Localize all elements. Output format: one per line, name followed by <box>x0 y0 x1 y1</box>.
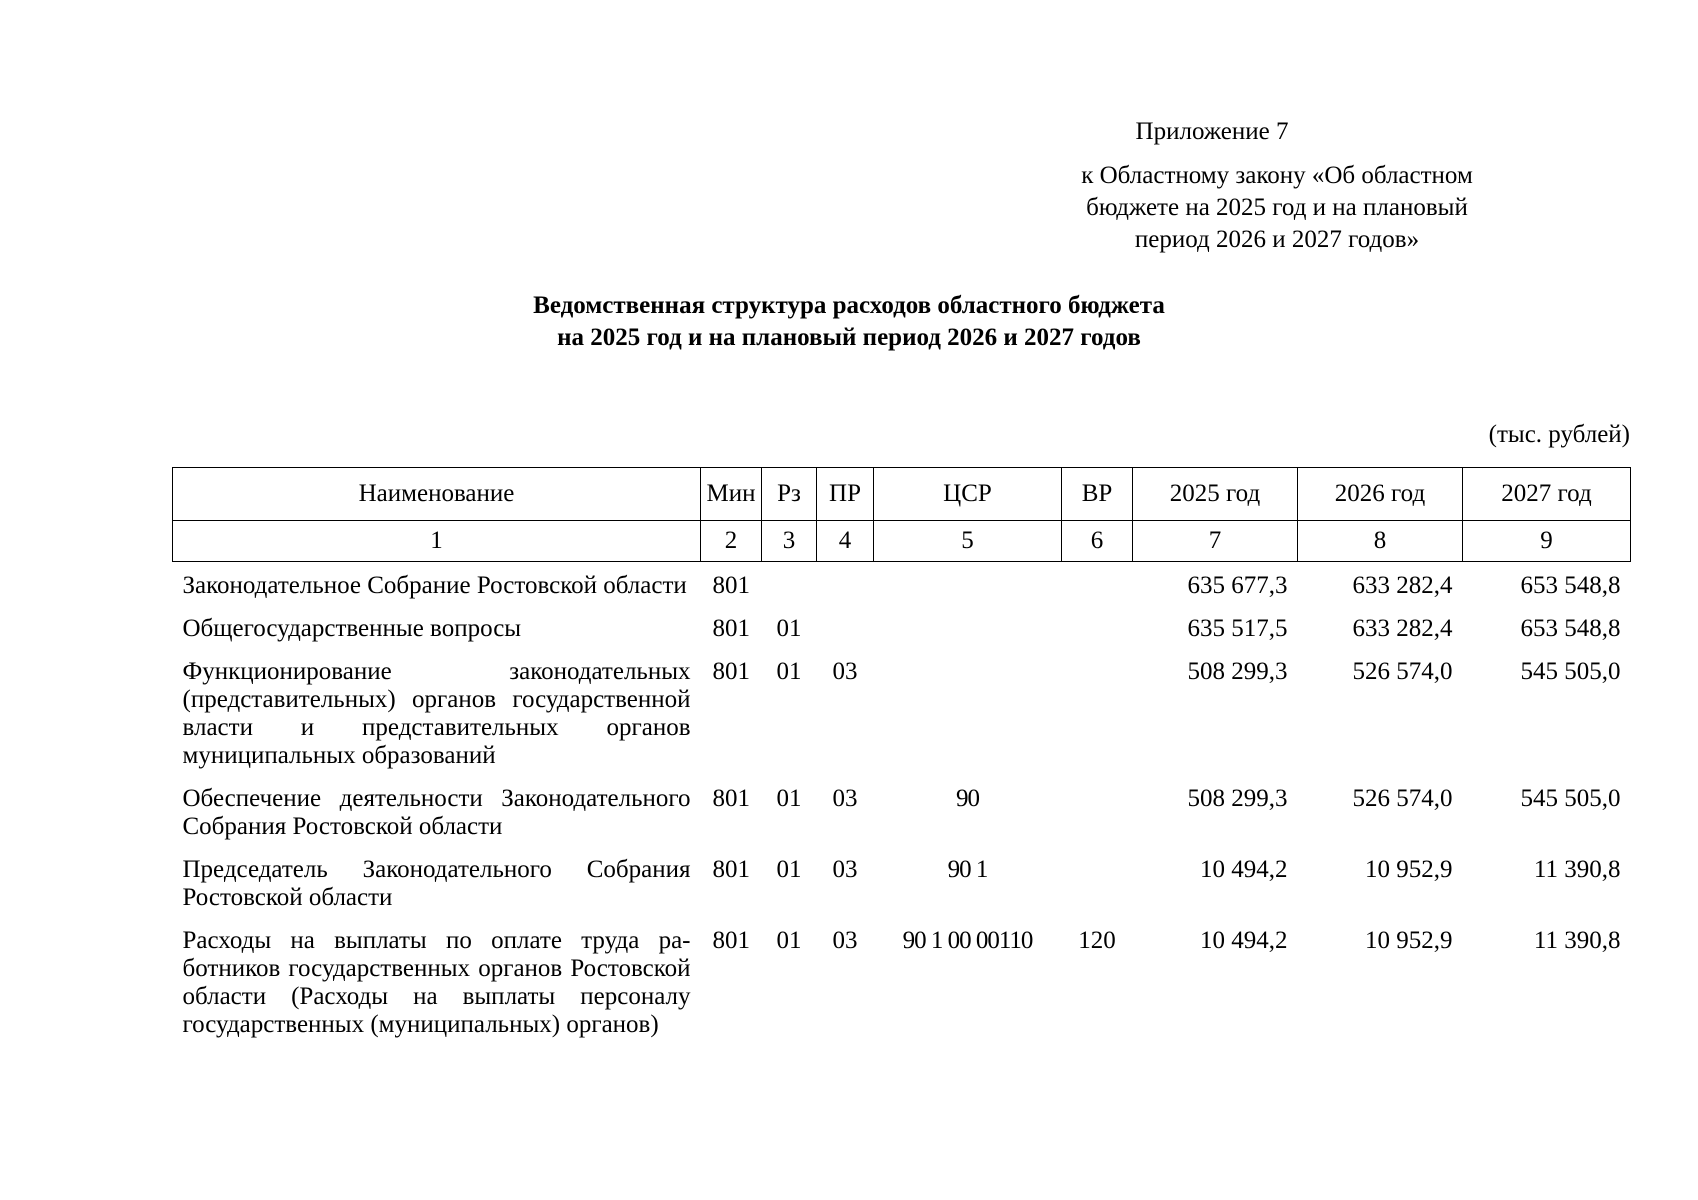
row-min: 801 <box>712 856 750 883</box>
row-csr: 90 <box>956 785 979 812</box>
row-csr <box>874 607 1062 650</box>
row-rz: 01 <box>776 856 802 883</box>
table-row <box>173 562 1631 608</box>
row-min: 801 <box>712 572 750 599</box>
row-vr <box>1062 562 1133 608</box>
row-amount-2025: 508 299,3 <box>1187 658 1288 685</box>
appendix-reference <box>997 160 1557 256</box>
row-name: Общегосударственные вопросы <box>182 615 522 642</box>
row-amount-2025: 635 517,5 <box>1187 615 1288 642</box>
row-pr: 03 <box>832 927 858 954</box>
table-row <box>173 777 1631 848</box>
row-amount-2025: 508 299,3 <box>1187 785 1288 812</box>
column-number: 7 <box>1133 521 1298 562</box>
row-min: 801 <box>712 658 750 685</box>
header-min: Мин <box>701 468 762 521</box>
row-pr: 03 <box>832 658 858 685</box>
row-pr: 03 <box>832 856 858 883</box>
row-amount-2026: 526 574,0 <box>1352 658 1453 685</box>
table-row <box>173 650 1631 777</box>
row-name: Функционирование законодательных (представительных) органов государственной власти и представительных органов муниципальных образований <box>182 658 691 769</box>
row-min: 801 <box>712 927 750 954</box>
row-rz <box>762 562 817 608</box>
row-amount-2026: 10 952,9 <box>1365 856 1453 883</box>
header-2027: 2027 год <box>1463 468 1631 521</box>
column-number: 4 <box>817 521 874 562</box>
column-number: 9 <box>1463 521 1631 562</box>
budget-table <box>172 467 1631 1046</box>
header-name: Наименование <box>173 468 701 521</box>
header-csr: ЦСР <box>874 468 1062 521</box>
table-row <box>173 848 1631 919</box>
row-amount-2027: 653 548,8 <box>1520 615 1621 642</box>
appendix-line-1: к Областному закону «Об областном <box>1081 162 1473 189</box>
row-amount-2027: 11 390,8 <box>1533 927 1621 954</box>
column-number: 5 <box>874 521 1062 562</box>
header-pr: ПР <box>817 468 874 521</box>
row-pr <box>817 607 874 650</box>
row-min: 801 <box>712 615 750 642</box>
document-title <box>0 290 1698 354</box>
row-csr <box>874 562 1062 608</box>
header-2026: 2026 год <box>1298 468 1463 521</box>
document-title-line-1: Ведомственная структура расходов областного бюджета <box>533 292 1165 319</box>
row-vr <box>1062 777 1133 848</box>
row-name: Председатель Законодательного Собрания Ростовской области <box>182 856 691 911</box>
row-name: Обеспечение деятельности Законодательного Собрания Ростовской области <box>182 785 691 840</box>
row-amount-2026: 10 952,9 <box>1365 927 1453 954</box>
table-header-row <box>173 468 1631 521</box>
row-vr: 120 <box>1078 927 1116 954</box>
row-vr <box>1062 650 1133 777</box>
units-label: (тыс. рублей) <box>1488 421 1630 448</box>
row-rz: 01 <box>776 927 802 954</box>
appendix-title: Приложение 7 <box>1135 118 1289 145</box>
row-name: Расходы на выплаты по оплате труда работников государственных органов Ростовской области (Расходы на выплаты персоналу государственных (муниципальных) органов) <box>182 927 691 1038</box>
appendix-line-3: период 2026 и 2027 годов» <box>1134 226 1420 253</box>
row-amount-2027: 11 390,8 <box>1533 856 1621 883</box>
row-amount-2025: 635 677,3 <box>1187 572 1288 599</box>
table-column-numbers-row <box>173 521 1631 562</box>
row-rz: 01 <box>776 658 802 685</box>
document-title-line-2: на 2025 год и на плановый период 2026 и 2027 годов <box>557 324 1141 351</box>
row-amount-2027: 653 548,8 <box>1520 572 1621 599</box>
row-min: 801 <box>712 785 750 812</box>
appendix-line-2: бюджете на 2025 год и на плановый <box>1086 194 1468 221</box>
header-vr: ВР <box>1062 468 1133 521</box>
row-name: Законодательное Собрание Ростовской области <box>182 572 687 599</box>
table-row <box>173 607 1631 650</box>
row-amount-2027: 545 505,0 <box>1520 658 1621 685</box>
row-vr <box>1062 848 1133 919</box>
row-amount-2026: 633 282,4 <box>1352 615 1453 642</box>
column-number: 8 <box>1298 521 1463 562</box>
column-number: 1 <box>173 521 701 562</box>
row-pr: 03 <box>832 785 858 812</box>
row-amount-2025: 10 494,2 <box>1200 927 1288 954</box>
row-amount-2025: 10 494,2 <box>1200 856 1288 883</box>
row-rz: 01 <box>776 615 802 642</box>
row-pr <box>817 562 874 608</box>
row-csr: 90 1 00 00110 <box>902 927 1033 954</box>
row-vr <box>1062 607 1133 650</box>
header-rz: Рз <box>762 468 817 521</box>
column-number: 2 <box>701 521 762 562</box>
row-amount-2026: 633 282,4 <box>1352 572 1453 599</box>
row-rz: 01 <box>776 785 802 812</box>
column-number: 3 <box>762 521 817 562</box>
column-number: 6 <box>1062 521 1133 562</box>
header-2025: 2025 год <box>1133 468 1298 521</box>
table-row <box>173 919 1631 1046</box>
row-csr: 90 1 <box>947 856 988 883</box>
row-amount-2027: 545 505,0 <box>1520 785 1621 812</box>
row-csr <box>874 650 1062 777</box>
row-amount-2026: 526 574,0 <box>1352 785 1453 812</box>
